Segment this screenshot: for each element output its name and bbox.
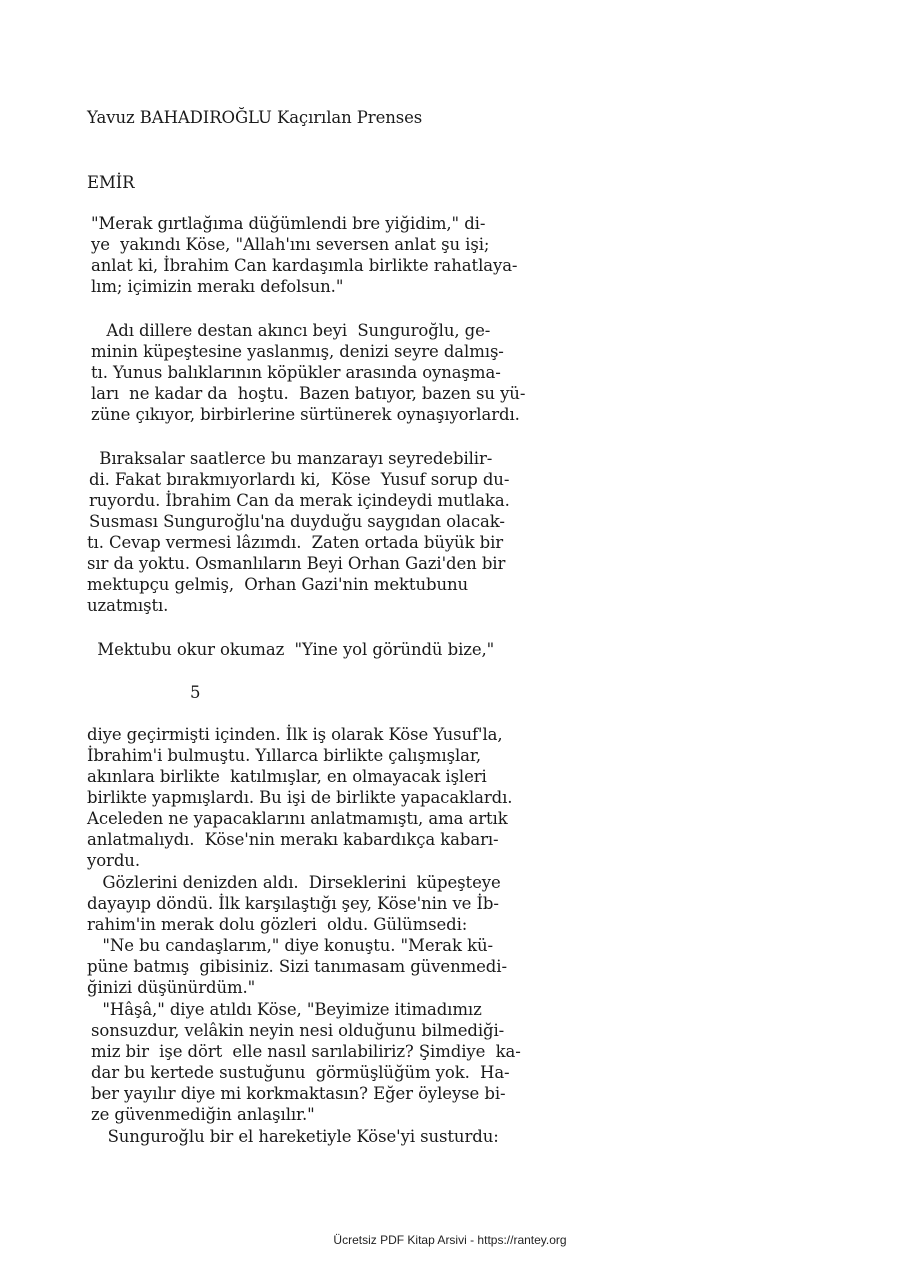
text-line: yordu. — [87, 851, 140, 870]
text-line: "Merak gırtlağıma düğümlendi bre yiğidim," di- — [91, 214, 486, 233]
text-line: dar bu kertede sustuğunu görmüşlüğüm yok. Ha- — [91, 1063, 510, 1082]
text-line: Sunguroğlu bir el hareketiyle Köse'yi susturdu: — [87, 1127, 499, 1146]
text-line: sır da yoktu. Osmanlıların Beyi Orhan Gazi'den bir — [87, 554, 506, 573]
text-line: anlatmalıydı. Köse'nin merakı kabardıkça kabarı- — [87, 830, 499, 849]
text-line: züne çıkıyor, birbirlerine sürtünerek oynaşıyorlardı. — [91, 405, 520, 424]
text-line: anlat ki, İbrahim Can kardaşımla birlikte rahatlaya- — [91, 256, 518, 275]
text-line: Aceleden ne yapacaklarını anlatmamıştı, ama artık — [87, 809, 508, 828]
text-line: lım; içimizin merakı defolsun." — [91, 277, 344, 296]
text-line: tı. Cevap vermesi lâzımdı. Zaten ortada büyük bir — [87, 533, 504, 552]
text-line: Susması Sunguroğlu'na duyduğu saygıdan olacak- — [89, 512, 505, 531]
text-line: sonsuzdur, velâkin neyin nesi olduğunu bilmediği- — [91, 1021, 505, 1040]
page-number: 5 — [190, 683, 201, 702]
text-line: Gözlerini denizden aldı. Dirseklerini küpeşteye — [87, 873, 501, 892]
text-line: birlikte yapmışlardı. Bu işi de birlikte yapacaklardı. — [87, 788, 513, 807]
text-line: miz bir işe dört elle nasıl sarılabiliriz? Şimdiye ka- — [91, 1042, 521, 1061]
text-line: diye geçirmişti içinden. İlk iş olarak Köse Yusuf'la, — [87, 725, 503, 744]
text-line: Bıraksalar saatlerce bu manzarayı seyredebilir- — [89, 449, 493, 468]
section-title: EMİR — [87, 173, 135, 192]
text-line: mektupçu gelmiş, Orhan Gazi'nin mektubunu — [87, 575, 469, 594]
text-line: ye yakındı Köse, "Allah'ını seversen anlat şu işi; — [91, 235, 490, 254]
footer-note: Ücretsiz PDF Kitap Arsivi - https://rantey.org — [333, 1233, 567, 1247]
text-line: uzatmıştı. — [87, 596, 169, 615]
text-line: ları ne kadar da hoştu. Bazen batıyor, bazen su yü- — [91, 384, 526, 403]
text-line: rahim'in merak dolu gözleri oldu. Gülümsedi: — [87, 915, 468, 934]
text-line: dayayıp döndü. İlk karşılaştığı şey, Köse'nin ve İb- — [87, 894, 499, 913]
text-line: tı. Yunus balıklarının köpükler arasında oynaşma- — [91, 363, 501, 382]
text-line: İbrahim'i bulmuştu. Yıllarca birlikte çalışmışlar, — [87, 746, 481, 765]
text-line: ber yayılır diye mi korkmaktasın? Eğer öyleyse bi- — [91, 1084, 506, 1103]
text-line: püne batmış gibisiniz. Sizi tanımasam güvenmedi- — [87, 957, 507, 976]
text-line: Adı dillere destan akıncı beyi Sunguroğlu, ge- — [91, 321, 491, 340]
text-line: ğinizi düşünürdüm." — [87, 978, 256, 997]
text-line: akınlara birlikte katılmışlar, en olmayacak işleri — [87, 767, 487, 786]
text-line: ruyordu. İbrahim Can da merak içindeydi mutlaka. — [89, 491, 510, 510]
text-line: ze güvenmediğin anlaşılır." — [91, 1105, 315, 1124]
text-line: di. Fakat bırakmıyorlardı ki, Köse Yusuf sorup du- — [89, 470, 510, 489]
text-line: Mektubu okur okumaz "Yine yol göründü bize," — [87, 640, 495, 659]
text-line: "Ne bu candaşlarım," diye konuştu. "Merak kü- — [87, 936, 493, 955]
text-line: minin küpeştesine yaslanmış, denizi seyre dalmış- — [91, 342, 504, 361]
text-line: "Hâşâ," diye atıldı Köse, "Beyimize itimadımız — [87, 1000, 482, 1019]
page-header: Yavuz BAHADIROĞLU Kaçırılan Prenses — [87, 108, 423, 127]
